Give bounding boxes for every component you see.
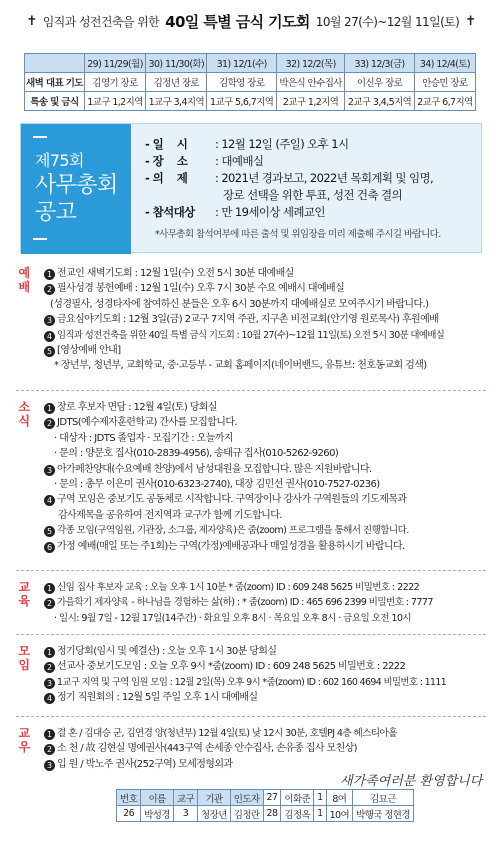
- table-header-cell: 번호: [117, 790, 141, 806]
- meeting-row: [145, 187, 433, 204]
- table-cell: 김정옥: [281, 806, 314, 822]
- table-header-row: [25, 54, 476, 73]
- list-item: 1 신임 집사 후보자 교육 : 오늘 오후 1시 10분 * 줌(zoom) ID : 609 248 5625 비밀번호 : 2222: [44, 580, 486, 595]
- section-divider: [16, 716, 486, 717]
- divider: [33, 136, 47, 138]
- list-item: 2 필사성경 봉헌예배 : 12월 1일(수) 오후 7시 30분 수요 예배시 대예배실: [44, 281, 486, 296]
- meeting-key: - 일 시: [145, 137, 188, 151]
- meeting-key: [145, 187, 215, 204]
- table-cell: 김학영 장로: [207, 73, 276, 92]
- worship-section: [16, 266, 486, 382]
- table-header-cell: 31) 12/1(수): [207, 54, 276, 73]
- section-label: 교 육: [18, 580, 30, 608]
- list-item: 6 가정 예배(매일 또는 주1회)는 구역(가정)예배공과나 매일성경을 활용하시기 바랍니다.: [44, 539, 486, 554]
- table-header-row: [117, 790, 414, 806]
- meeting-details: [145, 136, 433, 221]
- table-cell: 2교구 3,4,5지역: [345, 92, 414, 111]
- list-item: 5 [영상예배 안내]: [44, 343, 486, 358]
- cross-icon: ✝: [465, 13, 476, 29]
- table-cell: 청장년: [198, 806, 231, 822]
- table-header-cell: 32) 12/2(목): [276, 54, 344, 73]
- header-subtitle: 임직과 성전건축을 위한: [42, 14, 160, 29]
- section-body: [44, 726, 486, 772]
- table-corner-cell: [25, 54, 85, 73]
- table-cell: 김영기 장로: [84, 73, 145, 92]
- meeting-note: *사무총회 참석여부에 따른 출석 및 위임장을 미리 제출해 주시길 바랍니다.: [155, 229, 441, 240]
- page-header: [0, 0, 502, 42]
- list-item: 3 금요심야기도회 : 12월 3일(금) 2교구 7지역 주관, 지구촌 비전교회(안기영 원로목사) 후원예배: [44, 312, 486, 327]
- table-cell: 김정년 장로: [146, 73, 207, 92]
- meeting-key: - 의 제: [145, 171, 188, 185]
- table-cell: 박행국 정현경: [353, 806, 414, 822]
- table-row: [25, 73, 476, 92]
- list-item: 4 임직과 성전건축을 위한 40일 특별 금식 기도회 : 10월 27(수)~12월 11일(토) 오전 5시 30분 대예배실: [44, 328, 486, 343]
- list-item: 5 각종 모임(구역임원, 기관장, 소그룹, 제자양육)은 줌(zoom) 프로그램을 통해서 진행합니다.: [44, 523, 486, 538]
- meeting-title: 사무총회 공고: [35, 173, 118, 225]
- meeting-title-block: [21, 124, 131, 254]
- list-item: (성경필사, 성경타자에 참여하신 분들은 오후 6시 30분까지 대예배실로 모여주시기 바랍니다.): [50, 298, 429, 310]
- education-section: [16, 580, 486, 630]
- news-section: [16, 400, 486, 564]
- section-divider: [16, 390, 486, 391]
- table-cell: 1교구 5,6,7지역: [207, 92, 276, 111]
- table-cell: 1교구 1,2지역: [84, 92, 145, 111]
- table-cell: 박성경: [141, 806, 174, 822]
- list-item: 3 입 원 / 박노주 권사(252구역) 모세정형외과: [44, 757, 486, 772]
- table-cell: 박은식 안수집사: [276, 73, 344, 92]
- table-cell: 26: [117, 806, 141, 822]
- meeting-row: [145, 136, 433, 153]
- fasting-schedule-table: [24, 53, 476, 111]
- list-item: 4 정기 직원회의 : 12월 5일 주일 오후 1시 대예배실: [44, 690, 486, 705]
- meetings-section: [16, 644, 486, 710]
- table-cell: 김묘근: [353, 790, 414, 806]
- section-body: [44, 400, 486, 554]
- list-item: 1 장로 후보자 면담 : 12월 4일(토) 당회실: [44, 400, 486, 415]
- meeting-row: [145, 153, 433, 170]
- meeting-key: - 참석대상: [145, 205, 195, 219]
- meeting-value: : 만 19세이상 세례교인: [215, 205, 325, 219]
- table-header-cell: 이름: [141, 790, 174, 806]
- section-label: 교 우: [18, 726, 30, 754]
- list-item: 2 가을학기 제자양육 - 하나님을 경험하는 삶(하) : * 줌(zoom) ID : 465 696 2399 비밀번호 : 7777: [44, 595, 486, 610]
- list-item: 4 구역 모임은 중보기도 공동체로 시작합니다. 구역장이나 강사가 구역원들의 기도제목과: [44, 492, 486, 507]
- meeting-row: [145, 170, 433, 187]
- row-label: 새벽 대표 기도: [25, 73, 85, 92]
- table-cell: 1: [314, 790, 326, 806]
- list-item: · 대상자 : JDTS 졸업자 · 모집기간 : 오늘까지: [54, 432, 233, 444]
- table-header-cell: 33) 12/3(금): [345, 54, 414, 73]
- section-label: 예 배: [18, 266, 30, 294]
- list-item: · 문의 : 양문호 집사(010-2839-4956), 송태규 집사(010-5262-9260): [54, 448, 339, 460]
- table-cell: 2교구 1,2지역: [276, 92, 344, 111]
- section-body: [44, 644, 486, 706]
- meeting-value: : 대예배실: [215, 154, 264, 168]
- table-header-cell: 인도자: [230, 790, 263, 806]
- divider: [33, 238, 47, 240]
- list-item: 감사제목을 공유하여 전지역과 교구가 함께 기도합니다.: [58, 509, 282, 521]
- usher-table: [116, 789, 414, 822]
- table-header-cell: 34) 12/4(토): [414, 54, 475, 73]
- list-item: · 문의 : 총무 이은미 권사(010-6323-2740), 대장 김민선 권사(010-7527-0236): [54, 479, 380, 491]
- meeting-key: - 장 소: [145, 154, 188, 168]
- table-cell: 이신우 장로: [345, 73, 414, 92]
- table-header-cell: 30) 11/30(화): [146, 54, 207, 73]
- table-cell: 안승민 장로: [414, 73, 475, 92]
- meeting-value: : 2021년 경과보고, 2022년 목회계획 및 임명,: [215, 171, 434, 185]
- meeting-value: 장로 선택을 위한 투표, 성전 건축 결의: [223, 188, 403, 202]
- welcome-signature: 새가족여러분 환영합니다: [340, 774, 483, 789]
- list-item: 1 결 혼 / 김대승 군, 김연경 양(청년부) 12월 4일(토) 낮 12시 30분, 호텔PJ 4층 헤스티아홀: [44, 726, 486, 741]
- table-cell: 1: [314, 806, 326, 822]
- list-item: 1 정기당회(임시 및 예결산) : 오늘 오후 1시 30분 당회실: [44, 644, 486, 659]
- section-body: [44, 266, 486, 374]
- row-label: 특송 및 금식: [25, 92, 85, 111]
- table-cell: 27: [263, 790, 281, 806]
- header-date-range: 10월 27(수)~12월 11일(토): [315, 14, 460, 29]
- list-item: · 일시: 9월 7일 - 12월 17일(14주간) · 화요일 오후 8시 · 목요일 오후 8시 · 금요일 오전 10시: [54, 612, 412, 624]
- table-cell: 1교구 3,4지역: [146, 92, 207, 111]
- meeting-row: [145, 204, 433, 221]
- table-row: [25, 92, 476, 111]
- table-cell: 3: [173, 806, 197, 822]
- list-item: 1 전교인 새벽기도회 : 12월 1일(수) 오전 5시 30분 대예배실: [44, 266, 486, 281]
- section-divider: [16, 570, 486, 571]
- list-item: 3 1교구 지역 및 구역 임원 모임 : 12월 2일(목) 오후 9시 *줌(zoom) ID : 602 160 4694 비밀번호 : 1111: [44, 675, 486, 690]
- meeting-number: 제75회: [35, 151, 84, 170]
- list-item: * 장년부, 청년부, 교회학교, 중·고등부 - 교회 홈페이지(네이버밴드, 유튜브: 천호동교회 검색): [54, 360, 427, 372]
- table-cell: 이화준: [281, 790, 314, 806]
- list-item: 2 선교사 중보기도모임 : 오늘 오후 9시 *줌(zoom) ID : 609 248 5625 비밀번호 : 2222: [44, 659, 486, 674]
- table-cell: 10여: [326, 806, 352, 822]
- section-divider: [16, 634, 486, 635]
- table-header-cell: 기관: [198, 790, 231, 806]
- table-cell: 2교구 6,7지역: [414, 92, 475, 111]
- table-cell: 28: [263, 806, 281, 822]
- table-row: [117, 806, 414, 822]
- section-body: [44, 580, 486, 626]
- section-label: 모 임: [18, 644, 30, 672]
- section-label: 소 식: [18, 400, 30, 428]
- cross-icon: ✝: [26, 13, 37, 29]
- header-title: 40일 특별 금식 기도회: [165, 12, 310, 31]
- meeting-value: : 12월 12일 (주일) 오후 1시: [215, 137, 349, 151]
- list-item: 2 JDTS(예수제자훈련학교) 간사를 모집합니다.: [44, 415, 486, 430]
- table-cell: 김정란: [230, 806, 263, 822]
- table-header-cell: 교구: [173, 790, 197, 806]
- table-cell: 8여: [326, 790, 352, 806]
- list-item: 3 아가페찬양대(수요예배 찬양)에서 남성대원을 모집합니다. 많은 지원바랍니다.: [44, 462, 486, 477]
- list-item: 2 소 천 / 故 김현실 명예권사(443구역 손세종 안수집사, 손유종 집사 모친상): [44, 741, 486, 756]
- table-header-cell: 29) 11/29(월): [84, 54, 145, 73]
- general-meeting-notice: [20, 123, 482, 253]
